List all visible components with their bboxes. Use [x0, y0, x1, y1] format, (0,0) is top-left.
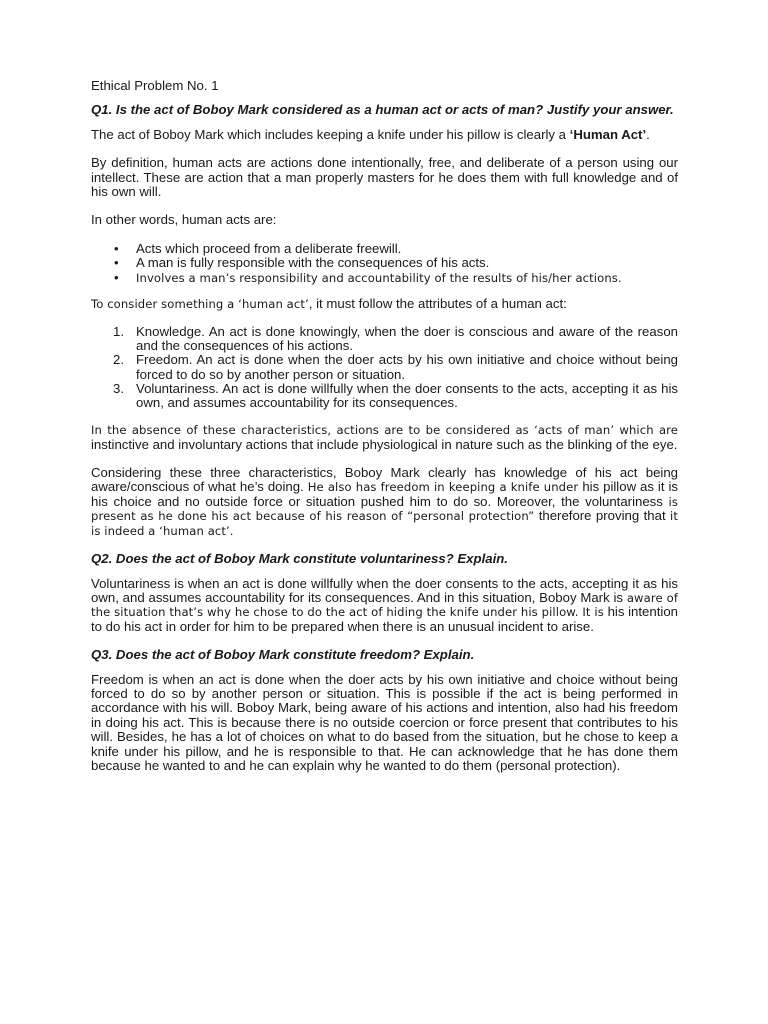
question-1: Q1. Is the act of Boboy Mark considered as a human act or acts of man? Justify your answer.: [91, 102, 674, 118]
list-number: 1.: [113, 324, 124, 340]
list-item: [91, 242, 678, 257]
list-item: [91, 271, 678, 286]
considering-b: He also has freedom in keeping a knife under: [307, 480, 583, 495]
answer-1-intro-end: .: [646, 126, 650, 142]
list-item-text: Voluntariness. An act is done willfully when the doer consents to the acts, accepting it as his own, and assumes accountability for its consequences.: [136, 380, 678, 411]
human-acts-lead: In other words, human acts are:: [91, 212, 277, 228]
acts-of-man-a: In the absence of these characteristics, actions are to be considered as ‘acts of man’ which are: [91, 423, 678, 438]
human-act-term: ‘Human Act’: [569, 126, 647, 142]
list-item: [91, 256, 678, 271]
list-number: 2.: [113, 352, 124, 368]
answer-2-a: Voluntariness is when an act is done willfully when the doer consents to the acts, accepting it as his own, and assumes accountability for its consequences. And in this situation, Boboy Mark is: [91, 575, 678, 605]
list-item-text: Freedom. An act is done when the doer acts by his own initiative and choice without being forced to do so by another person or situation.: [136, 352, 678, 382]
acts-of-man-paragraph: [91, 423, 678, 452]
attributes-lead-b: , it must follow the attributes of a human act:: [308, 295, 567, 311]
list-item: [91, 325, 678, 353]
answer-2: [91, 577, 678, 635]
bullet-icon: •: [114, 255, 119, 271]
answer-1-intro: [91, 128, 678, 142]
list-item: [91, 382, 678, 410]
attributes-list: [91, 325, 678, 410]
considering-c: his pillow as it is his choice and no outside force or situation pushed him to do so. Moreover, the voluntariness: [91, 479, 678, 509]
considering-d: is present as he done his act because of his reason of “personal protection”: [91, 494, 678, 524]
human-acts-list: [91, 242, 678, 286]
list-item-text: Knowledge. An act is done knowingly, when the doer is conscious and aware of the reason and the consequences of his actions.: [136, 324, 678, 354]
question-2: Q2. Does the act of Boboy Mark constitute voluntariness? Explain.: [91, 551, 508, 567]
answer-1-intro-text: The act of Boboy Mark which includes keeping a knife under his pillow is clearly a: [91, 126, 570, 142]
considering-f: it is indeed a ‘human act’.: [91, 509, 679, 538]
list-item-text: Acts which proceed from a deliberate freewill.: [136, 240, 402, 256]
list-number: 3.: [113, 380, 124, 396]
bullet-icon: •: [114, 270, 119, 286]
acts-of-man-b: instinctive and involuntary actions that include physiological in nature such as the blinking of the eye.: [91, 436, 678, 452]
considering-e: therefore proving that: [534, 508, 671, 524]
attributes-lead: [91, 297, 678, 311]
considering-a: Considering these three characteristics, Boboy Mark clearly has knowledge of his act being aware/conscious of what he’s doing.: [91, 465, 678, 495]
document-title: Ethical Problem No. 1: [91, 78, 219, 93]
answer-2-c: his intention to do his act in order for him to be prepared when there is an unusual incident to arise.: [91, 604, 678, 634]
list-item-text: Involves a man’s responsibility and accountability of the results of his/her actions.: [136, 271, 622, 286]
question-3: Q3. Does the act of Boboy Mark constitute freedom? Explain.: [91, 647, 475, 663]
definition-paragraph: By definition, human acts are actions done intentionally, free, and deliberate of a person using our intellect. These are action that a man properly masters for he does them with full knowledge and of his own will.: [91, 155, 678, 200]
answer-2-b: aware of the situation that’s why he chose to do the act of hiding the knife under his pillow. It is: [91, 590, 678, 620]
list-item: [91, 353, 678, 381]
attributes-lead-a: To consider something a ‘human act’: [91, 296, 309, 311]
list-item-text: A man is fully responsible with the consequences of his acts.: [136, 255, 490, 271]
bullet-icon: •: [114, 240, 119, 256]
answer-3: Freedom is when an act is done when the doer acts by his own initiative and choice without being forced to do so by another person or situation. This is possible if the act is being performed in accordance with his will. Boboy Mark, being aware of his actions and intention, also had his freedom in doing his act. This is because there is no outside coercion or force present that contributes to his will. Besides, he has a lot of choices on what to do based from the situation, but he chose to keep a knife under his pillow, and he is responsible to that. He can acknowledge that he has done them because he wanted to and he can explain why he wanted to do them (personal protection).: [91, 671, 678, 773]
considering-paragraph: [91, 466, 678, 538]
